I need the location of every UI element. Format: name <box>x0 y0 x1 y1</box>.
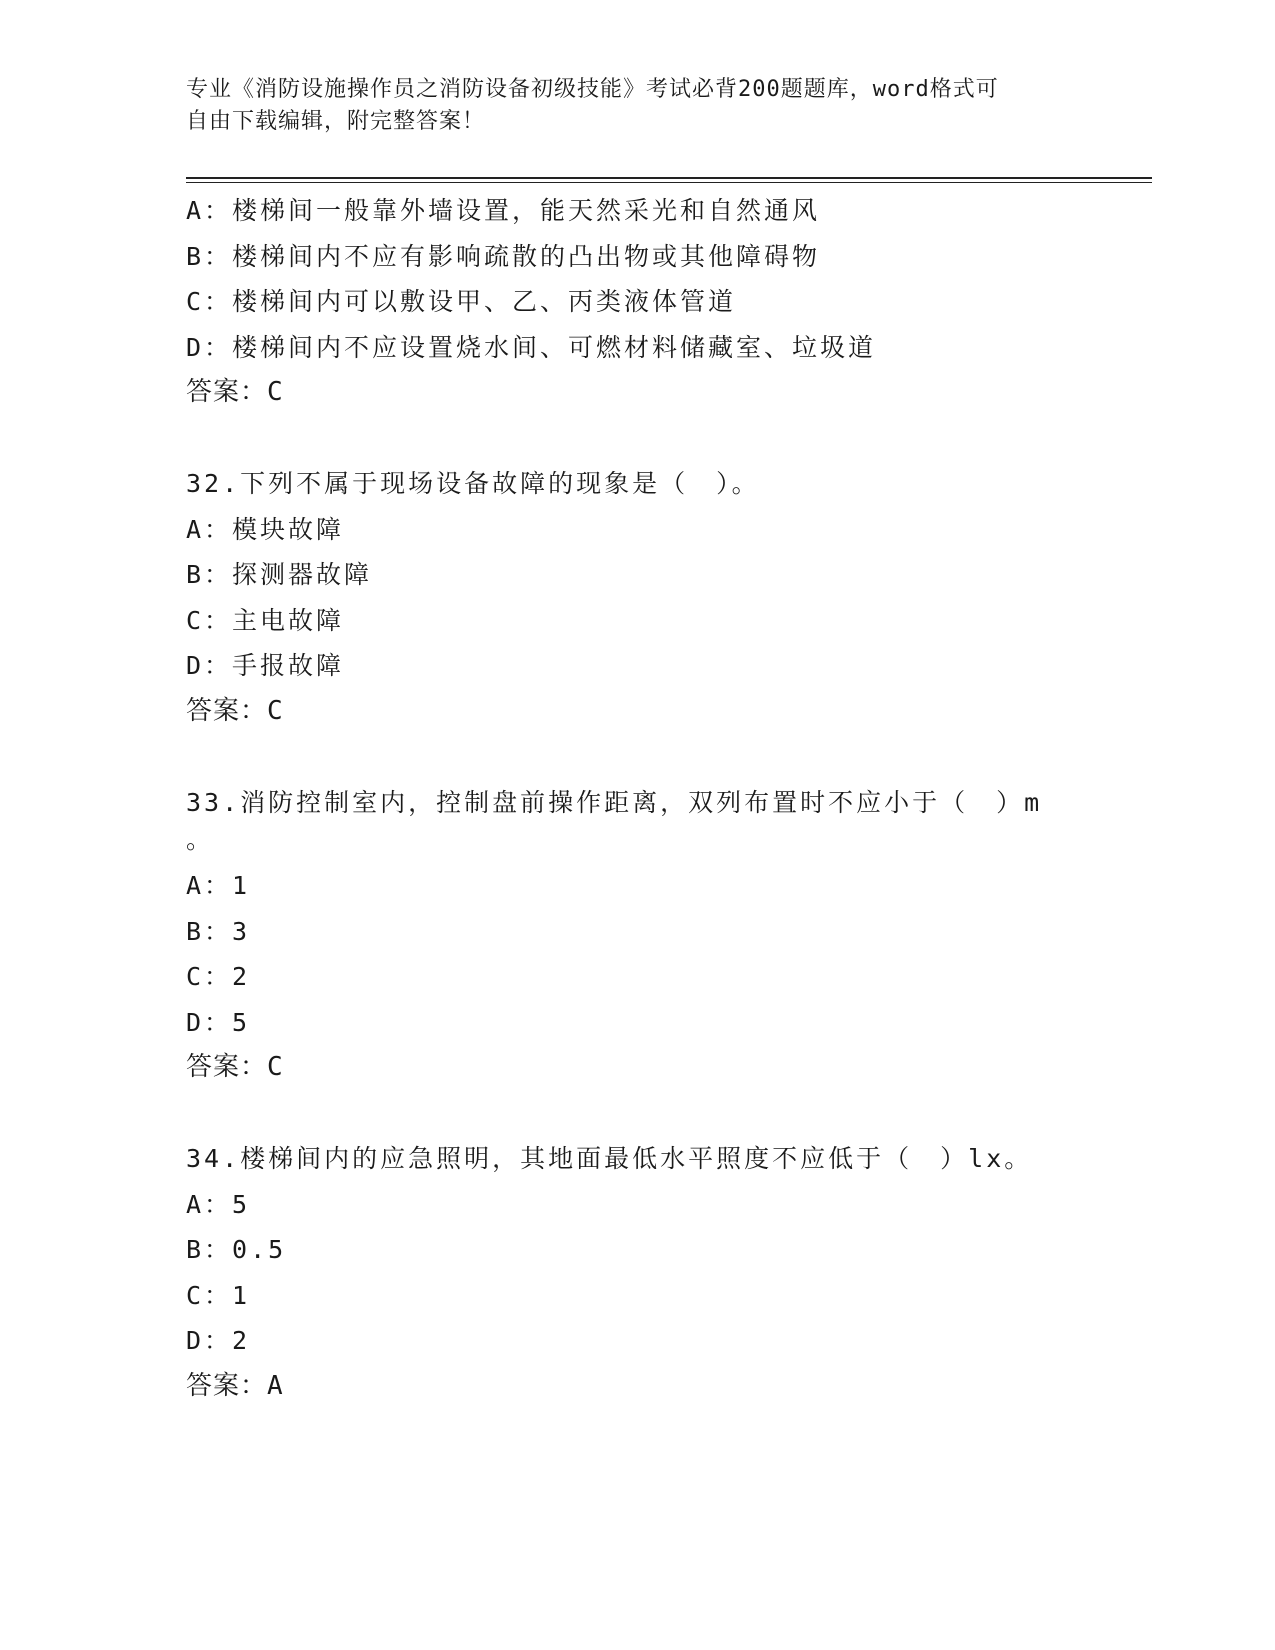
question-text: 33.消防控制室内，控制盘前操作距离，双列布置时不应小于（ ）m <box>186 787 1043 817</box>
option-b: B：探测器故障 <box>186 560 373 589</box>
option-b: B：3 <box>186 916 251 946</box>
header-divider-thin <box>186 182 1152 183</box>
option-c: C：楼梯间内可以敷设甲、乙、丙类液体管道 <box>186 287 737 316</box>
question-text-continuation: 。 <box>186 825 215 854</box>
question-block-33 <box>186 780 1086 1091</box>
option-a: A：楼梯间一般靠外墙设置，能天然采光和自然通风 <box>186 196 821 225</box>
question-text: 34.楼梯间内的应急照明，其地面最低水平照度不应低于（ ）lx。 <box>186 1144 1033 1173</box>
question-block-31 <box>186 188 1086 416</box>
question-list <box>186 188 1086 1409</box>
answer-line: 答案：C <box>186 1052 284 1082</box>
option-d: D：楼梯间内不应设置烧水间、可燃材料储藏室、垃圾道 <box>186 332 877 362</box>
option-d: D：5 <box>186 1007 251 1037</box>
option-a: A：5 <box>186 1189 251 1219</box>
option-c: C：主电故障 <box>186 605 345 635</box>
document-header <box>186 74 1076 138</box>
answer-line: 答案：A <box>186 1370 284 1401</box>
header-line-1: 专业《消防设施操作员之消防设备初级技能》考试必背200题题库，word格式可 <box>186 77 999 102</box>
question-text: 32.下列不属于现场设备故障的现象是（ ）。 <box>186 469 760 498</box>
option-d: D：手报故障 <box>186 651 345 680</box>
option-a: A：模块故障 <box>186 514 345 544</box>
header-divider-thick <box>186 177 1152 179</box>
option-c: C：1 <box>186 1280 251 1310</box>
option-b: B：楼梯间内不应有影响疏散的凸出物或其他障碍物 <box>186 241 821 271</box>
answer-line: 答案：C <box>186 377 284 407</box>
option-d: D：2 <box>186 1326 251 1355</box>
option-c: C：2 <box>186 962 251 991</box>
option-b: B：0.5 <box>186 1235 287 1264</box>
question-block-34 <box>186 1136 1086 1409</box>
question-block-32 <box>186 461 1086 734</box>
option-a: A：1 <box>186 871 251 900</box>
answer-line: 答案：C <box>186 695 284 726</box>
header-line-2: 自由下载编辑，附完整答案！ <box>186 109 486 134</box>
